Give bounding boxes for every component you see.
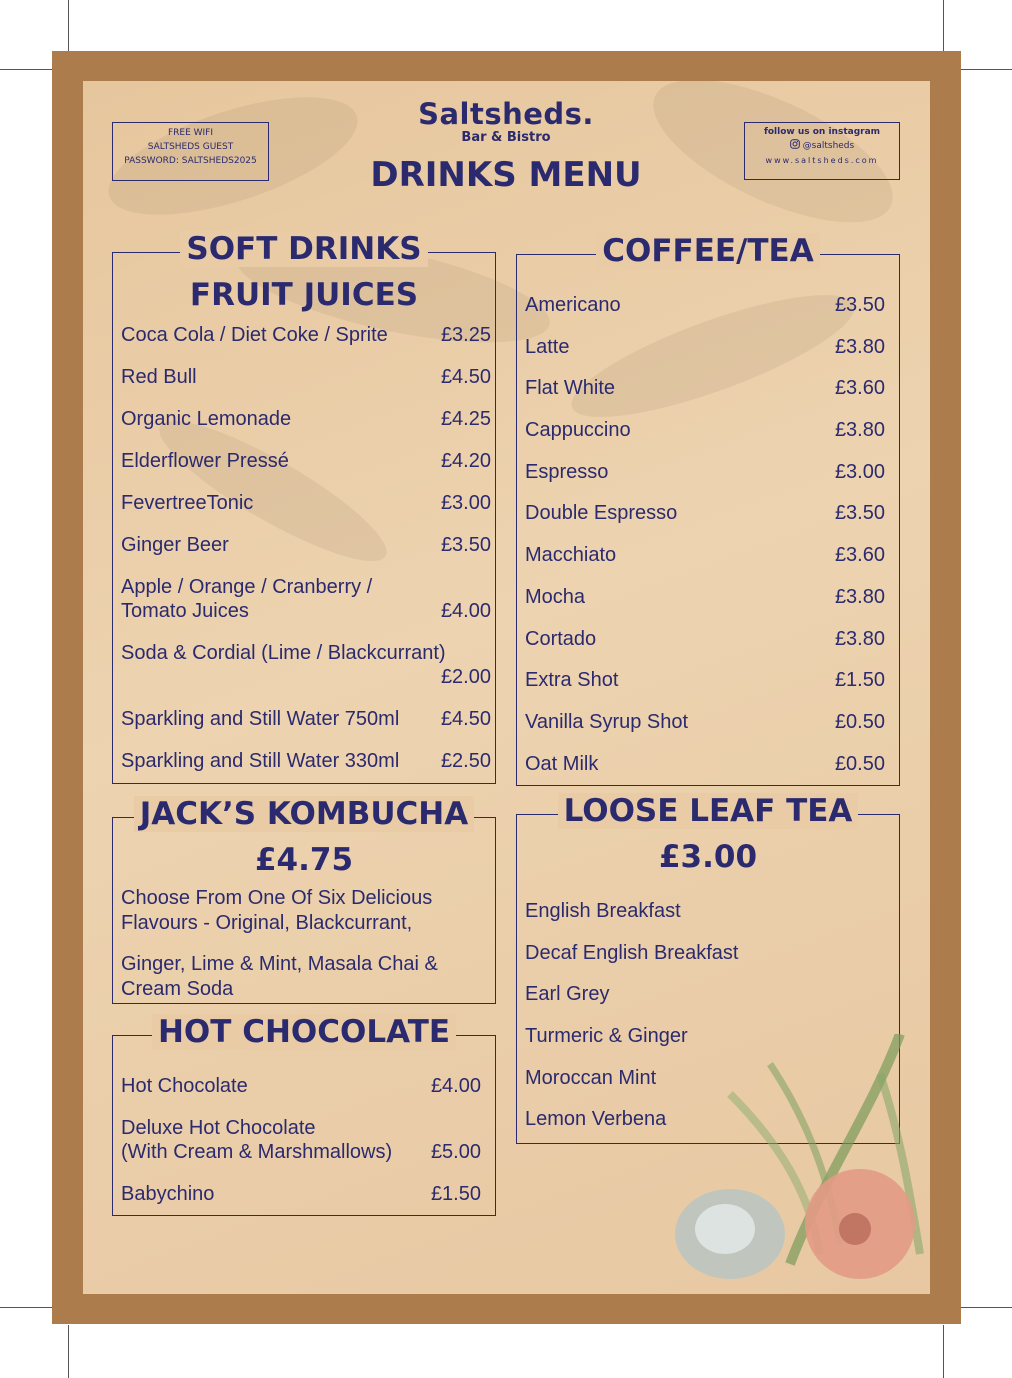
- page-title: DRINKS MENU: [370, 155, 642, 195]
- crop-mark: [943, 1325, 944, 1378]
- menu-item: [121, 707, 491, 731]
- item-name-line2: Tomato Juices: [121, 600, 249, 622]
- section-title: HOT CHOCOLATE: [113, 1014, 495, 1050]
- item-name: Red Bull: [121, 366, 197, 388]
- item-price: £4.50: [440, 708, 491, 730]
- item-name: Double Espresso: [525, 502, 678, 525]
- item-name: FevertreeTonic: [121, 492, 254, 514]
- menu-item: [525, 293, 885, 317]
- item-price: £2.50: [440, 750, 491, 772]
- item-name: Espresso: [525, 460, 609, 483]
- menu-item: [525, 627, 885, 651]
- kombucha-price: £4.75: [254, 842, 354, 878]
- item-name: Americano: [525, 294, 621, 316]
- item-price: £4.50: [440, 366, 491, 388]
- menu-item: [121, 533, 491, 557]
- item-price: £3.80: [834, 335, 885, 358]
- item-name: Coca Cola / Diet Coke / Sprite: [121, 324, 388, 346]
- item-price: £1.50: [430, 1183, 481, 1205]
- crop-mark: [68, 1325, 69, 1378]
- menu-item: [525, 710, 885, 734]
- item-price: £3.80: [834, 627, 885, 650]
- item-price: £0.50: [834, 710, 885, 733]
- menu-item: [525, 460, 885, 484]
- item-name: Hot Chocolate: [121, 1075, 248, 1097]
- item-name-line2: (With Cream & Marshmallows): [121, 1141, 393, 1163]
- crop-mark: [960, 1307, 1012, 1308]
- menu-item: [121, 449, 491, 473]
- item-name: Latte: [525, 335, 570, 358]
- wifi-title: FREE WIFI: [167, 128, 214, 138]
- item-price: £4.00: [440, 600, 491, 622]
- item-price: £1.50: [834, 669, 885, 692]
- menu-item: [121, 365, 491, 389]
- item-name: Turmeric & Ginger: [525, 1025, 688, 1048]
- menu-item: [121, 575, 491, 623]
- menu-item: [525, 543, 885, 567]
- item-name: Deluxe Hot Chocolate: [121, 1117, 316, 1139]
- item-name: Elderflower Pressé: [121, 450, 289, 472]
- website: www.saltsheds.com: [765, 156, 879, 165]
- menu-item: [525, 752, 885, 776]
- item-price: £0.50: [834, 752, 885, 775]
- wifi-network: SALTSHEDS GUEST: [147, 142, 234, 152]
- menu-item: [525, 335, 885, 359]
- menu-item: [525, 376, 885, 400]
- coffee-tea-list: [525, 293, 885, 793]
- soft-drinks-list: [121, 323, 491, 791]
- description-line: Cream Soda: [121, 978, 234, 1000]
- item-name: Lemon Verbena: [525, 1108, 667, 1131]
- item-price: £4.20: [440, 450, 491, 472]
- item-price: £3.60: [834, 377, 885, 400]
- item-price: £3.00: [440, 492, 491, 514]
- item-price: £3.80: [834, 419, 885, 442]
- item-name: Cortado: [525, 627, 597, 650]
- brand-name: Saltsheds.: [418, 97, 594, 131]
- item-name: Cappuccino: [525, 419, 631, 442]
- menu-item: [525, 585, 885, 609]
- item-name: Moroccan Mint: [525, 1066, 657, 1089]
- menu-item: [121, 323, 491, 347]
- menu-item: [121, 407, 491, 431]
- item-price: £3.50: [440, 534, 491, 556]
- item-price: £3.80: [834, 585, 885, 608]
- description-line: Choose From One Of Six Delicious: [121, 887, 433, 909]
- hot-chocolate-list: [121, 1074, 481, 1224]
- crop-mark: [943, 0, 944, 52]
- menu-item: [525, 941, 895, 965]
- hibiscus-center: [839, 1213, 871, 1245]
- menu-item: [121, 749, 491, 773]
- brand-subtitle: Bar & Bistro: [461, 130, 551, 145]
- item-name: Sparkling and Still Water 330ml: [121, 750, 400, 772]
- item-price: £3.50: [834, 502, 885, 525]
- kombucha-section: [112, 796, 496, 1004]
- menu-item: [121, 1182, 481, 1206]
- menu-item: [121, 491, 491, 515]
- kombucha-description: [121, 886, 491, 1002]
- item-name: Babychino: [121, 1183, 215, 1205]
- menu-item: [525, 668, 885, 692]
- section-title: COFFEE/TEA: [517, 233, 899, 269]
- item-name: Oat Milk: [525, 752, 599, 775]
- section-title: SOFT DRINKS: [113, 231, 495, 267]
- item-name: Earl Grey: [525, 983, 610, 1006]
- section-title: LOOSE LEAF TEA: [517, 793, 899, 829]
- section-subtitle: FRUIT JUICES: [189, 277, 419, 313]
- description-line: Flavours - Original, Blackcurrant,: [121, 912, 413, 934]
- description-line: Ginger, Lime & Mint, Masala Chai &: [121, 953, 438, 975]
- item-name: Ginger Beer: [121, 534, 229, 556]
- menu-item: [525, 899, 895, 923]
- item-name: Organic Lemonade: [121, 408, 292, 430]
- coffee-tea-section: [516, 233, 900, 786]
- menu-item: [525, 982, 895, 1006]
- flower-illustration: [670, 1034, 930, 1294]
- succulent: [695, 1204, 755, 1254]
- item-name: Sparkling and Still Water 750ml: [121, 708, 400, 730]
- instagram-handle: @saltsheds: [802, 141, 855, 151]
- menu-item: [121, 1116, 481, 1164]
- crop-mark: [960, 69, 1012, 70]
- item-name: Flat White: [525, 377, 616, 400]
- hot-chocolate-section: [112, 1014, 496, 1216]
- item-price: £2.00: [440, 666, 491, 688]
- item-name: Apple / Orange / Cranberry /: [121, 576, 373, 598]
- section-title: JACK’S KOMBUCHA: [113, 796, 495, 832]
- item-name: Vanilla Syrup Shot: [525, 710, 689, 733]
- menu-item: [525, 501, 885, 525]
- item-name-line2: [121, 665, 491, 689]
- item-name: Soda & Cordial (Lime / Blackcurrant): [121, 642, 446, 664]
- menu-item: [121, 1074, 481, 1098]
- item-price: £3.00: [834, 460, 885, 483]
- item-name: Extra Shot: [525, 669, 619, 692]
- menu-item: [121, 641, 491, 689]
- item-price: £3.50: [834, 294, 885, 316]
- item-name: Mocha: [525, 585, 586, 608]
- item-price: £3.60: [834, 544, 885, 567]
- wifi-password: PASSWORD: SALTSHEDS2025: [124, 156, 257, 166]
- soft-drinks-section: [112, 231, 496, 784]
- menu-item: [525, 418, 885, 442]
- item-name: Macchiato: [525, 544, 617, 567]
- item-price: £4.00: [430, 1075, 481, 1097]
- item-price: £5.00: [430, 1141, 481, 1163]
- item-price: £4.25: [440, 408, 491, 430]
- loose-leaf-price: £3.00: [658, 839, 758, 875]
- instagram-label: follow us on instagram: [763, 127, 881, 137]
- item-name: English Breakfast: [525, 900, 681, 922]
- crop-mark: [0, 1307, 52, 1308]
- crop-mark: [0, 69, 52, 70]
- item-price: £3.25: [440, 324, 491, 346]
- crop-mark: [68, 0, 69, 52]
- item-name: Decaf English Breakfast: [525, 941, 739, 964]
